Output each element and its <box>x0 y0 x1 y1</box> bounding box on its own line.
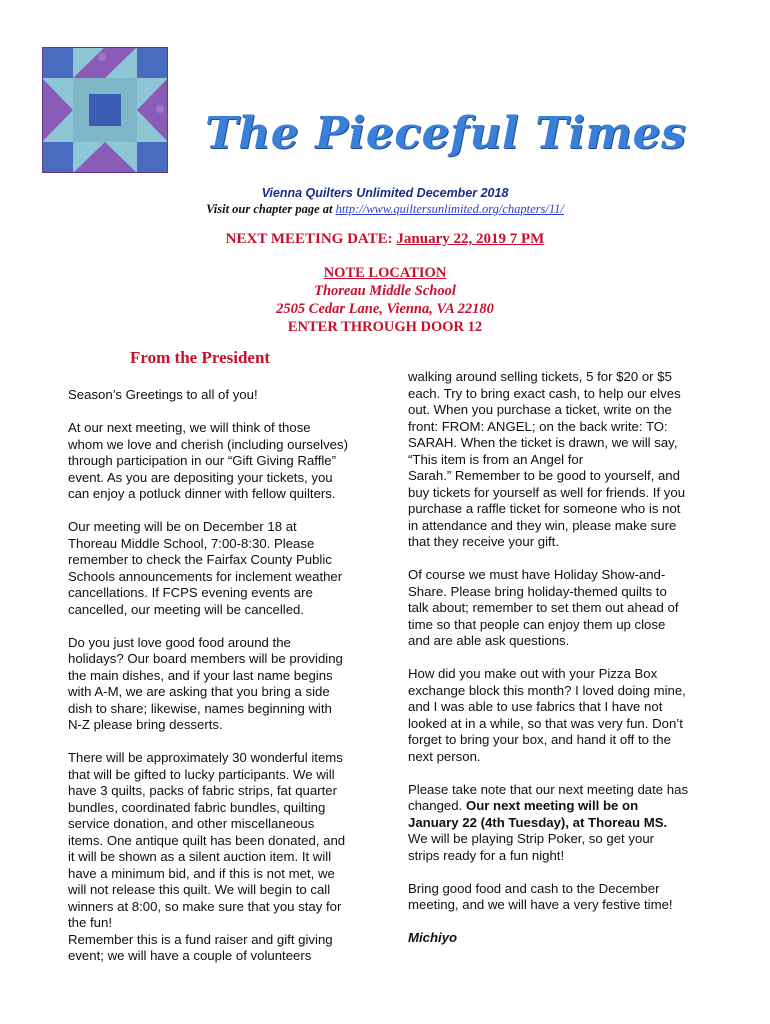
date-change-highlight: Our next meeting will be on January 22 (4th Tuesday), at Thoreau MS. <box>408 798 668 830</box>
date-change-intro: Please take note that our next meeting date has changed. <box>408 781 689 813</box>
chapter-page-line <box>0 202 770 217</box>
article-paragraph: At our next meeting, we will think of those whom we love and cherish (including ourselves) through participation in our “Gift Giving Raffle” event. As you are depositing your tickets, you can enjoy a potluck dinner with fellow quilters. <box>68 420 349 501</box>
chapter-page-prefix: Visit our chapter page at <box>206 202 336 216</box>
next-meeting-line <box>0 231 770 248</box>
quilt-block-logo <box>42 47 168 173</box>
date-change-after: We will be playing Strip Poker, so get your strips ready for a fun night! <box>408 831 655 863</box>
article-left-column <box>68 387 368 965</box>
closing-paragraph: Bring good food and cash to the December meeting, and we will have a very festive time! <box>408 880 673 912</box>
newsletter-title: The Pieceful Times <box>205 108 687 159</box>
newsletter-subtitle: Vienna Quilters Unlimited December 2018 <box>261 186 509 200</box>
article-paragraph: Our meeting will be on December 18 at Thoreau Middle School, 7:00-8:30. Please remember to check the Fairfax County Public Schools announcements for inclement weather cancellations. If FCPS evening events are cancelled, our meeting will be cancelled. <box>68 519 343 617</box>
next-meeting-label: NEXT MEETING DATE: <box>225 231 397 247</box>
article-right-column <box>408 369 708 963</box>
article-paragraph: There will be approximately 30 wonderful items that will be gifted to lucky participants. We will have 3 quilts, packs of fabric strips, fat quarter bundles, coordinated fabric bundles, quilting service donation, and other miscellaneous items. One antique quilt has been donated, and it will be shown as a silent auction item. It will have a minimum bid, and if this is not met, we will not release this quilt. We will begin to call winners at 8:00, so make sure that you stay for the fun! <box>68 750 346 930</box>
location-note: NOTE LOCATION <box>323 265 447 281</box>
location-address: 2505 Cedar Lane, Vienna, VA 22180 <box>276 301 494 317</box>
article-paragraph: Do you just love good food around the holidays? Our board members will be providing the main dishes, and if your last name begins with A-M, we are asking that you bring a side dish to share; likewise, names beginning with N-Z please bring desserts. <box>68 634 343 732</box>
article-paragraph: Season’s Greetings to all of you! <box>68 387 258 402</box>
chapter-page-link[interactable]: http://www.quiltersunlimited.org/chapters/11/ <box>335 202 564 216</box>
article-paragraph: walking around selling tickets, 5 for $20 or $5 each. Try to bring exact cash, to help our elves out. When you purchase a ticket, write on the front: FROM: ANGEL; on the back write: TO: SARAH. When the ticket is drawn, we will say, “This item is from an Angel for Sarah.” Remember to be good to yourself, and buy tickets for yourself as well for friends. If you purchase a raffle ticket for someone who is not in attendance and they win, please make sure that they receive your gift. <box>408 369 686 549</box>
article-heading: From the President <box>130 348 271 367</box>
article-paragraph: Of course we must have Holiday Show-and- Share. Please bring holiday-themed quilts to talk about; remember to set them out ahead of time so that people can enjoy them up close and are able ask questions. <box>408 567 679 648</box>
next-meeting-date: January 22, 2019 7 PM <box>396 231 545 247</box>
location-entry: ENTER THROUGH DOOR 12 <box>287 319 483 335</box>
meeting-location <box>0 264 770 336</box>
signature: Michiyo <box>408 930 458 945</box>
location-school: Thoreau Middle School <box>314 283 456 299</box>
article-paragraph: Remember this is a fund raiser and gift giving event; we will have a couple of volunteers <box>68 931 333 963</box>
date-change-paragraph <box>408 782 708 865</box>
article-paragraph: How did you make out with your Pizza Box exchange block this month? I loved doing mine, and I was able to use fabrics that I have not looked at in a while, so that was very fun. Don’t forget to bring your box, and hand it off to the next person. <box>408 666 686 764</box>
